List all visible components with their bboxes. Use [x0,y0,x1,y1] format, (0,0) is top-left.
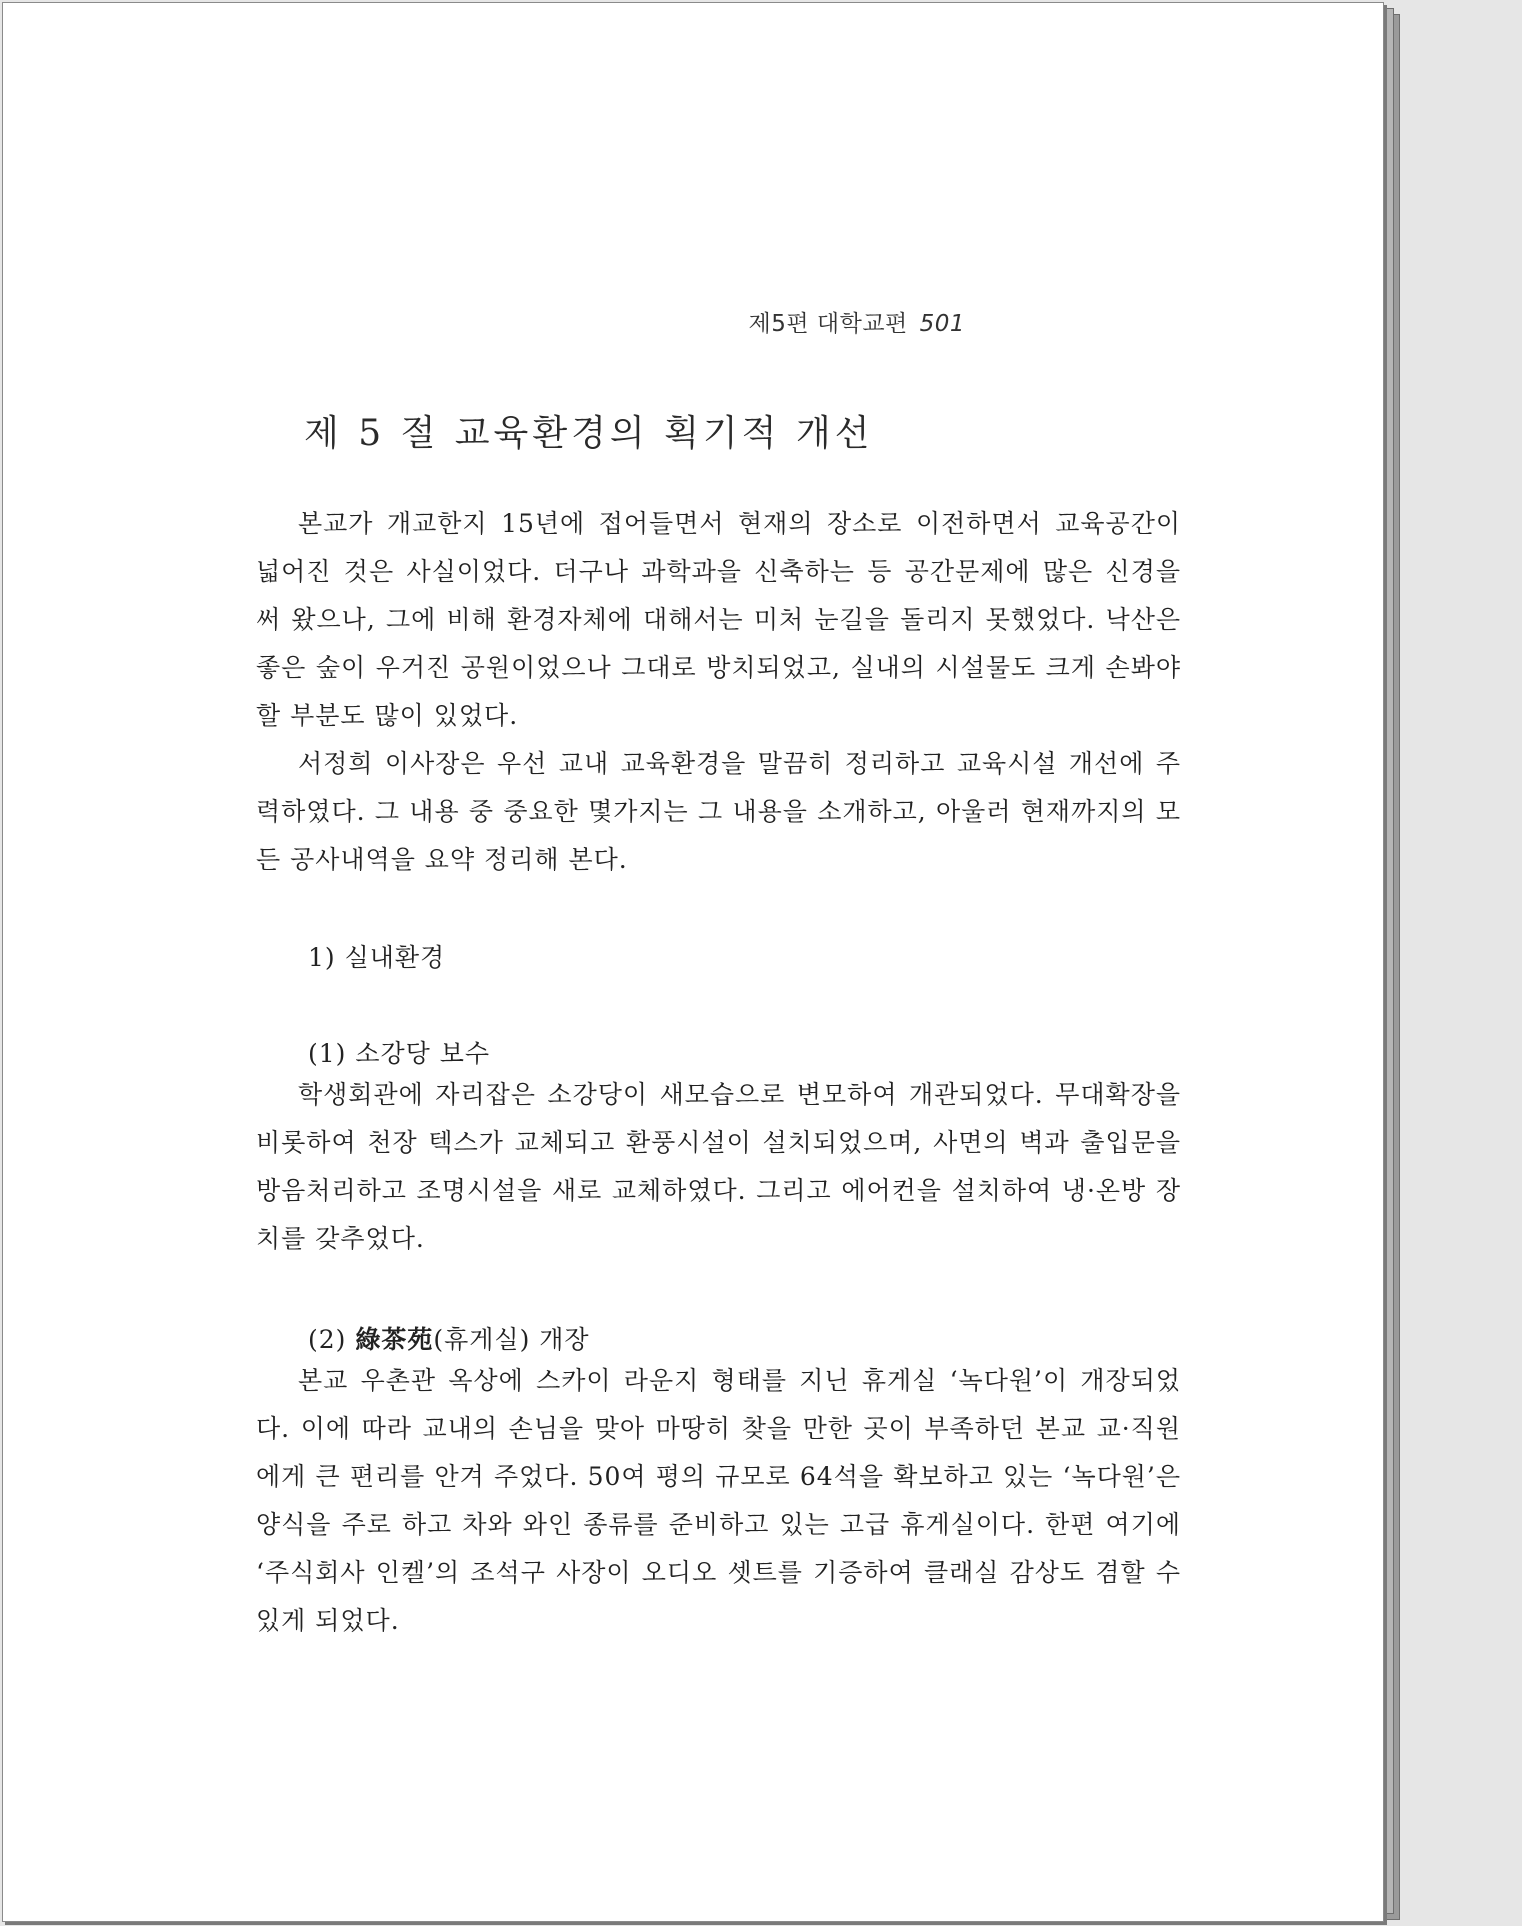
page-number: 501 [919,311,965,337]
item-heading-2 [308,1320,590,1356]
item-heading-1: (1) 소강당 보수 [308,1039,491,1068]
document-page [2,2,1384,1922]
item-paragraph-2: 본교 우촌관 옥상에 스카이 라운지 형태를 지닌 휴게실 ‘녹다원’이 개장되었다. 이에 따라 교내의 손님을 맞아 마땅히 찾을 만한 곳이 부족하던 본교 교·직원에게 큰 편리를 안겨 주었다. 50여 평의 규모로 64석을 확보하고 있는 ‘녹다원’은 양식을 주로 하고 차와 와인 종류를 준비하고 있는 고급 휴게실이다. 한편 여기에 ‘주식회사 인켈’의 조석구 사장이 오디오 셋트를 기증하여 클래실 감상도 겸할 수 있게 되었다. [256,1366,1181,1635]
intro-text [256,500,1181,884]
item-heading-2-prefix: (2) [308,1325,356,1354]
section-title: 제 5 절 교육환경의 획기적 개선 [304,413,874,454]
item-text-2 [256,1357,1181,1645]
intro-paragraph-2: 서정희 이사장은 우선 교내 교육환경을 말끔히 정리하고 교육시설 개선에 주력하였다. 그 내용 중 중요한 몇가지는 그 내용을 소개하고, 아울러 현재까지의 모든 공사내역을 요약 정리해 본다. [256,749,1181,874]
running-head-text: 제5편 대학교편 [748,311,908,337]
running-head [749,305,965,338]
item-text-1 [256,1071,1181,1263]
item-heading-2-hanja: 綠茶苑 [355,1325,434,1354]
intro-paragraph-1: 본교가 개교한지 15년에 접어들면서 현재의 장소로 이전하면서 교육공간이 넓어진 것은 사실이었다. 더구나 과학과을 신축하는 등 공간문제에 많은 신경을 써 왔으나, 그에 비해 환경자체에 대해서는 미처 눈길을 돌리지 못했었다. 낙산은 좋은 숲이 우거진 공원이었으나 그대로 방치되었고, 실내의 시설물도 크게 손봐야할 부분도 많이 있었다. [256,509,1181,730]
item-heading-2-suffix: (휴게실) 개장 [433,1325,590,1354]
subsection-heading: 1) 실내환경 [308,943,446,972]
item-paragraph-1: 학생회관에 자리잡은 소강당이 새모습으로 변모하여 개관되었다. 무대확장을 비롯하여 천장 텍스가 교체되고 환풍시설이 설치되었으며, 사면의 벽과 출입문을 방음처리하고 조명시설을 새로 교체하였다. 그리고 에어컨을 설치하여 냉·온방 장치를 갖추었다. [256,1080,1181,1253]
